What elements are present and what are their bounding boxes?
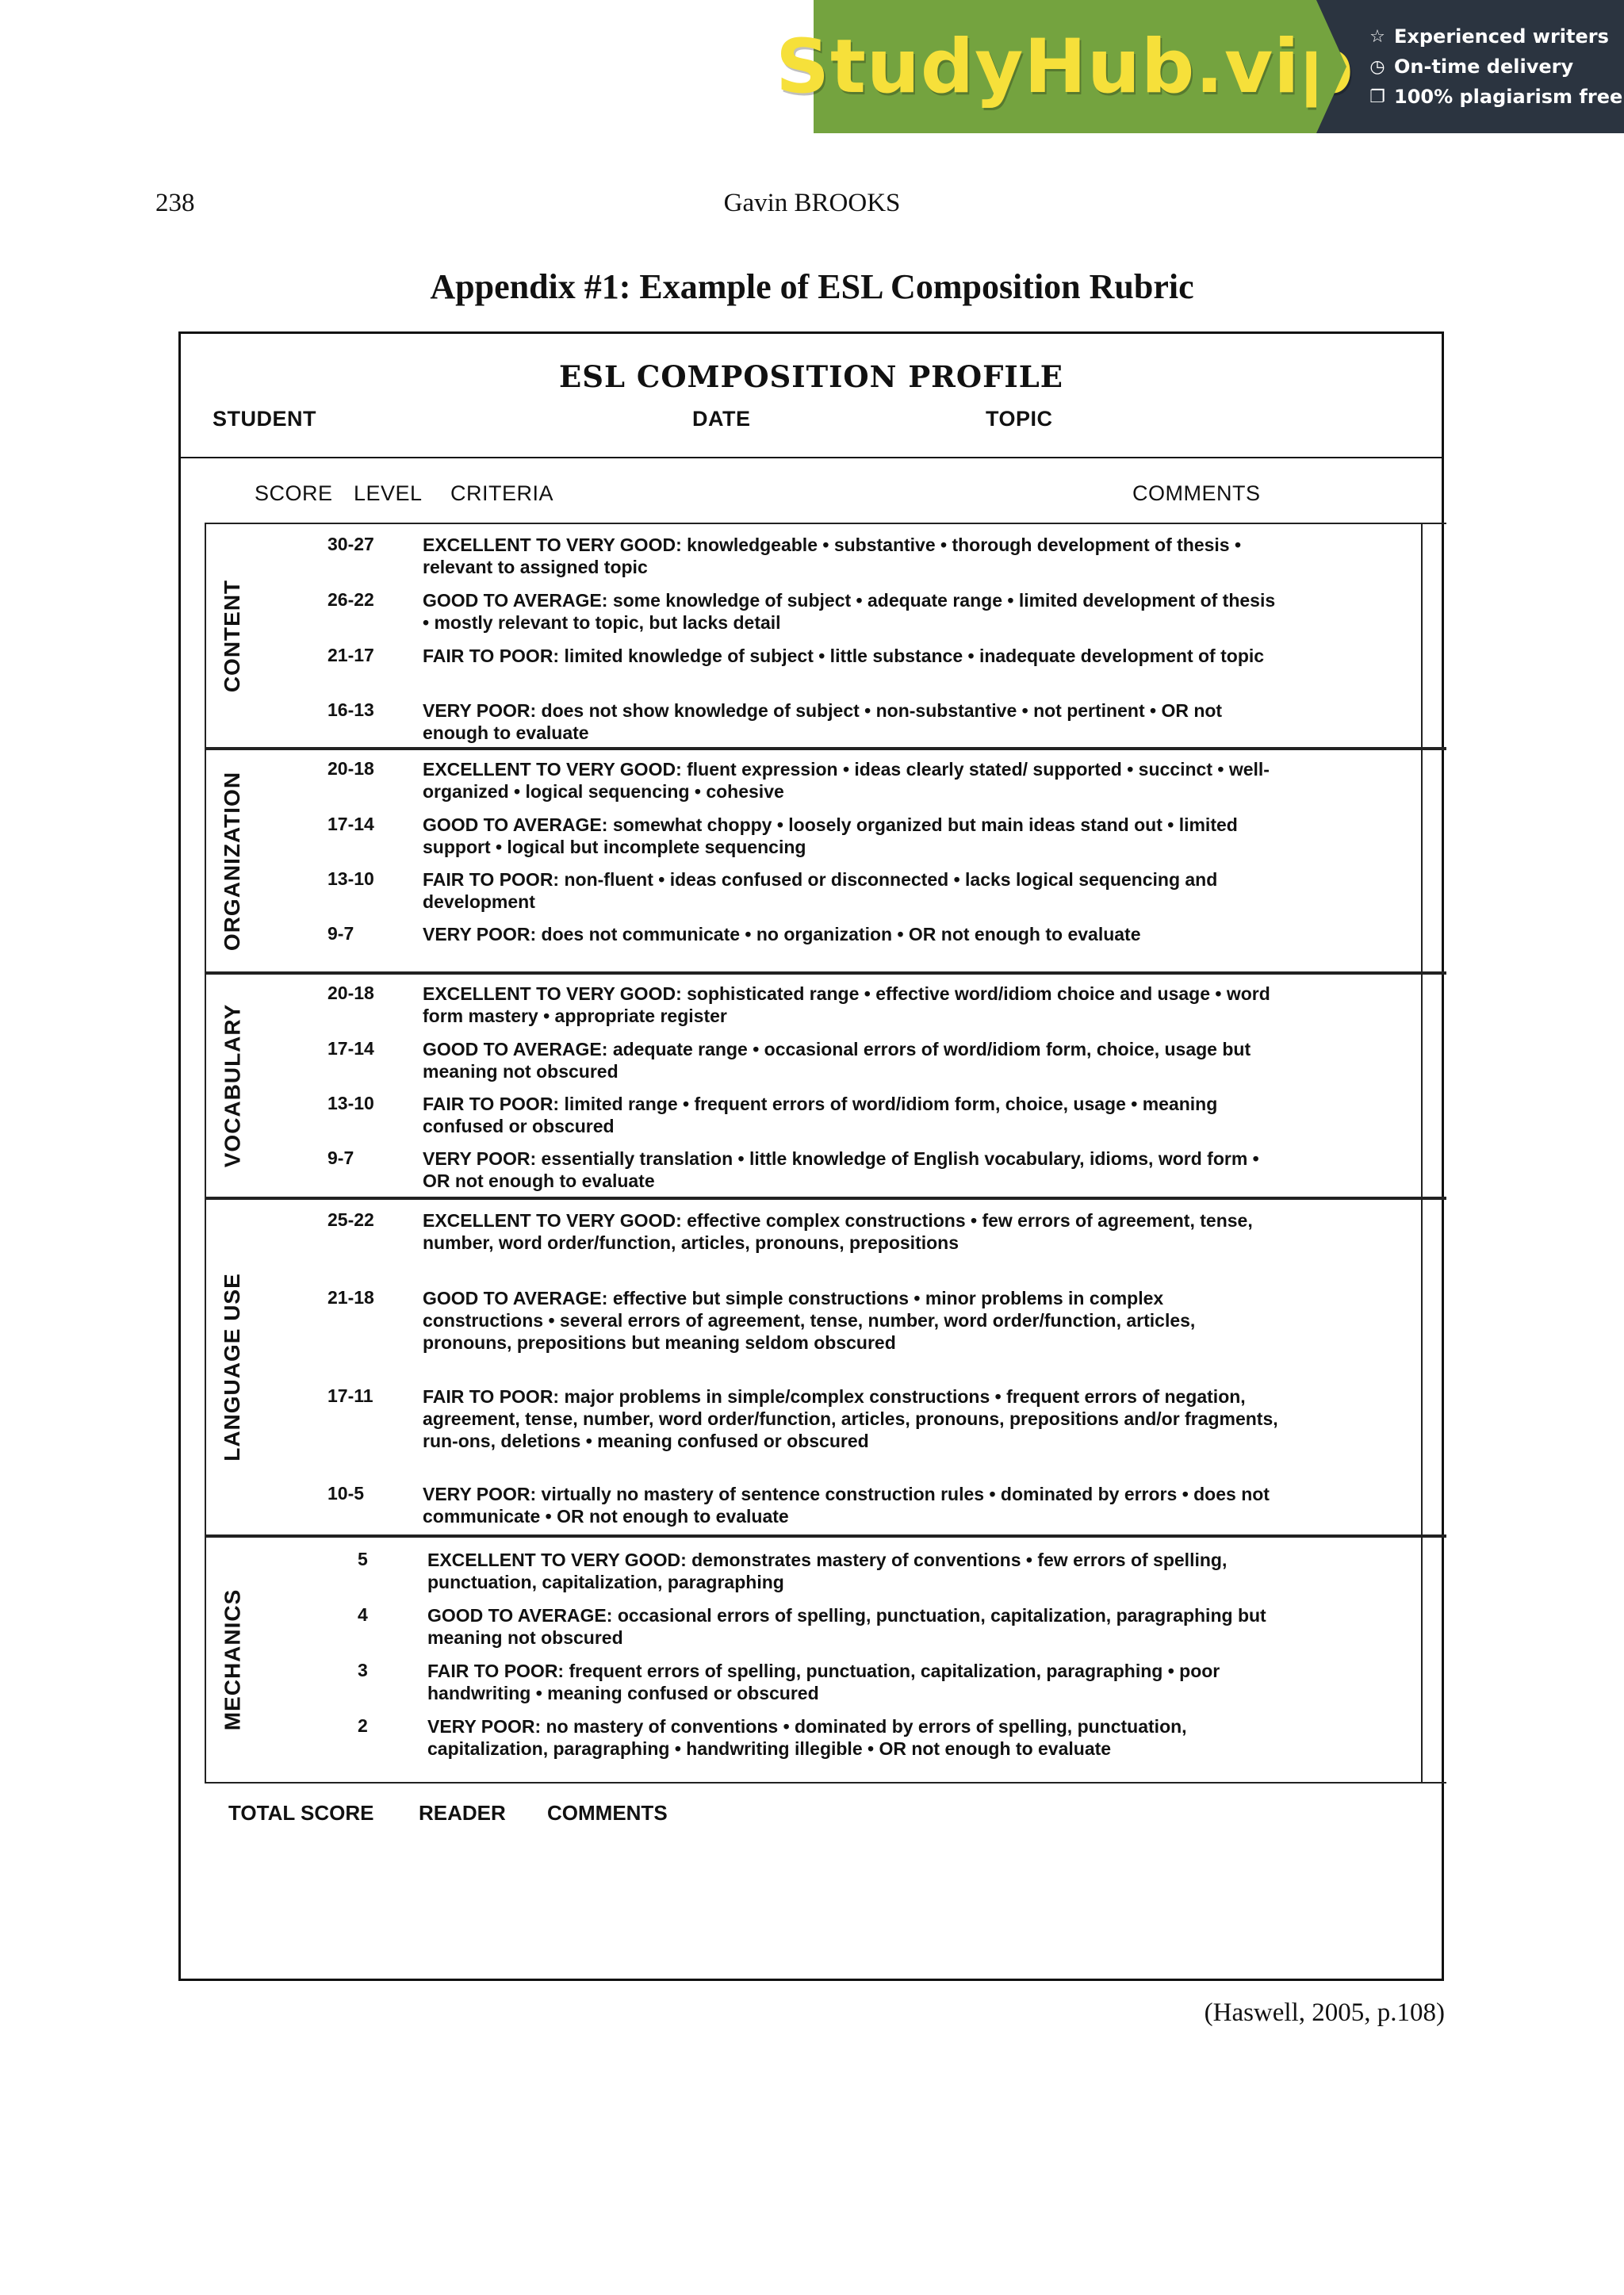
criterion-level: 10-5 xyxy=(327,1483,365,1504)
criterion-level: 2 xyxy=(358,1715,368,1736)
criterion-text: VERY POOR: does not show knowledge of subject • non-substantive • not pertinent • OR not enough to evaluate xyxy=(423,700,1223,743)
criterion-text: FAIR TO POOR: non-fluent • ideas confused or disconnected • lacks logical sequencing and development xyxy=(423,869,1218,912)
clock-icon: ◷ xyxy=(1369,56,1385,77)
section-bracket xyxy=(1421,1538,1423,1782)
criterion-level: 30-27 xyxy=(327,534,374,554)
section-label-text: CONTENT xyxy=(220,579,245,692)
criterion-level: 26-22 xyxy=(327,589,374,610)
criterion-text: FAIR TO POOR: limited knowledge of subject • little substance • inadequate development of topic xyxy=(423,646,1265,666)
criterion-text: EXCELLENT TO VERY GOOD: effective complex constructions • few errors of agreement, tense, number, word order/function, articles, pronouns, prepositions xyxy=(423,1210,1253,1253)
section-bracket xyxy=(1421,750,1423,971)
section-vocabulary xyxy=(205,973,1446,1198)
section-label-text: LANGUAGE USE xyxy=(220,1273,245,1462)
running-head: Gavin BROOKS xyxy=(723,189,901,217)
criterion-text: FAIR TO POOR: major problems in simple/complex constructions • frequent errors of negation, agreement, tense, number, word order/function, articles, pronouns, prepositions and/or fragments, run-ons, deletions • meaning confused or obscured xyxy=(423,1386,1278,1451)
criterion-level: 17-14 xyxy=(327,1038,374,1059)
section-label xyxy=(205,524,260,747)
section-label-text: ORGANIZATION xyxy=(220,771,245,951)
studyhub-logo[interactable] xyxy=(776,0,1354,133)
citation: (Haswell, 2005, p.108) xyxy=(1204,1998,1445,2027)
page-title: Appendix #1: Example of ESL Composition Rubric xyxy=(430,267,1194,306)
criterion-level: 25-22 xyxy=(327,1209,374,1230)
criterion-text: VERY POOR: virtually no mastery of sentence construction rules • dominated by errors • does not communicate • OR not enough to evaluate xyxy=(423,1484,1270,1527)
feature-label: Experienced writers xyxy=(1394,25,1609,48)
feature-label: 100% plagiarism free xyxy=(1394,86,1623,108)
feature-row xyxy=(1369,86,1624,108)
copy-icon: ❐ xyxy=(1369,86,1385,107)
banner-arrow xyxy=(1316,0,1346,133)
date-field: DATE xyxy=(692,407,751,431)
criterion-level: 4 xyxy=(358,1604,368,1625)
criterion-text: GOOD TO AVERAGE: effective but simple constructions • minor problems in complex constructions • several errors of agreement, tense, number, word order/function, articles, pronouns, prepositions but meaning seldom obscured xyxy=(423,1288,1196,1353)
feature-row xyxy=(1369,56,1624,78)
criterion-text: EXCELLENT TO VERY GOOD: sophisticated range • effective word/idiom choice and usage • word form mastery • appropriate register xyxy=(423,983,1270,1026)
criterion-text: VERY POOR: no mastery of conventions • dominated by errors of spelling, punctuation, capitalization, paragraphing • handwriting illegible • OR not enough to evaluate xyxy=(427,1716,1187,1759)
section-content xyxy=(205,523,1446,749)
criterion-text: EXCELLENT TO VERY GOOD: demonstrates mastery of conventions • few errors of spelling, punctuation, capitalization, paragraphing xyxy=(427,1550,1228,1592)
form-header xyxy=(181,334,1442,458)
form-title: ESL COMPOSITION PROFILE xyxy=(559,359,1063,394)
comments-column-header: COMMENTS xyxy=(1132,481,1261,505)
criterion-level: 9-7 xyxy=(327,1148,354,1168)
criterion-text: GOOD TO AVERAGE: adequate range • occasional errors of word/idiom form, choice, usage but meaning not obscured xyxy=(423,1039,1251,1082)
section-label xyxy=(205,1200,260,1534)
section-language-use xyxy=(205,1198,1446,1536)
criterion-text: GOOD TO AVERAGE: some knowledge of subject • adequate range • limited development of thesis • mostly relevant to topic, but lacks detail xyxy=(423,590,1276,633)
section-bracket xyxy=(1421,524,1423,747)
section-bracket xyxy=(1421,1200,1423,1534)
topic-field: TOPIC xyxy=(986,407,1053,431)
criterion-text: FAIR TO POOR: frequent errors of spelling, punctuation, capitalization, paragraphing • poor handwriting • meaning confused or obscured xyxy=(427,1661,1220,1703)
criterion-level: 20-18 xyxy=(327,758,374,779)
studyhub-banner[interactable] xyxy=(776,0,1624,133)
section-label xyxy=(205,1538,260,1782)
reader-field: READER xyxy=(419,1801,506,1825)
criterion-level: 21-18 xyxy=(327,1287,374,1308)
criterion-level: 13-10 xyxy=(327,868,374,889)
level-column-header: LEVEL xyxy=(354,481,423,505)
feature-label: On-time delivery xyxy=(1394,56,1574,78)
criterion-text: VERY POOR: essentially translation • little knowledge of English vocabulary, idioms, word form • OR not enough to evaluate xyxy=(423,1148,1259,1191)
criterion-text: GOOD TO AVERAGE: somewhat choppy • loosely organized but main ideas stand out • limited support • logical but incomplete sequencing xyxy=(423,814,1238,857)
composition-profile-form xyxy=(178,331,1444,1981)
banner-features xyxy=(1316,0,1624,133)
criterion-level: 9-7 xyxy=(327,923,354,944)
criterion-level: 5 xyxy=(358,1549,368,1569)
criterion-level: 20-18 xyxy=(327,983,374,1003)
criterion-level: 17-11 xyxy=(327,1385,373,1406)
criterion-level: 21-17 xyxy=(327,645,374,665)
criterion-text: EXCELLENT TO VERY GOOD: fluent expression • ideas clearly stated/ supported • succinct • well-organized • logical sequencing • cohesive xyxy=(423,759,1270,802)
criterion-level: 17-14 xyxy=(327,814,374,834)
logo-text: StudyHub.vip xyxy=(776,23,1354,110)
star-icon: ☆ xyxy=(1369,26,1385,47)
feature-row xyxy=(1369,25,1624,48)
criterion-level: 16-13 xyxy=(327,699,374,720)
score-column-header: SCORE xyxy=(255,481,333,505)
comments-field: COMMENTS xyxy=(547,1801,668,1825)
criterion-text: VERY POOR: does not communicate • no organization • OR not enough to evaluate xyxy=(423,924,1141,944)
criterion-text: FAIR TO POOR: limited range • frequent errors of word/idiom form, choice, usage • meaning confused or obscured xyxy=(423,1094,1218,1136)
section-label-text: MECHANICS xyxy=(220,1588,244,1731)
section-mechanics xyxy=(205,1536,1446,1784)
total-score-field: TOTAL SCORE xyxy=(228,1801,374,1825)
section-organization xyxy=(205,749,1446,973)
criteria-column-header: CRITERIA xyxy=(450,481,554,505)
criterion-level: 13-10 xyxy=(327,1093,374,1113)
criterion-level: 3 xyxy=(358,1660,368,1680)
criterion-text: EXCELLENT TO VERY GOOD: knowledgeable • substantive • thorough development of thesis • relevant to assigned topic xyxy=(423,534,1242,577)
section-label xyxy=(205,975,260,1197)
student-field: STUDENT xyxy=(213,407,316,431)
section-bracket xyxy=(1421,975,1423,1197)
section-label xyxy=(205,750,260,971)
page-number: 238 xyxy=(155,189,195,217)
criterion-text: GOOD TO AVERAGE: occasional errors of spelling, punctuation, capitalization, paragraphing but meaning not obscured xyxy=(427,1605,1266,1648)
section-label-text: VOCABULARY xyxy=(220,1003,244,1168)
